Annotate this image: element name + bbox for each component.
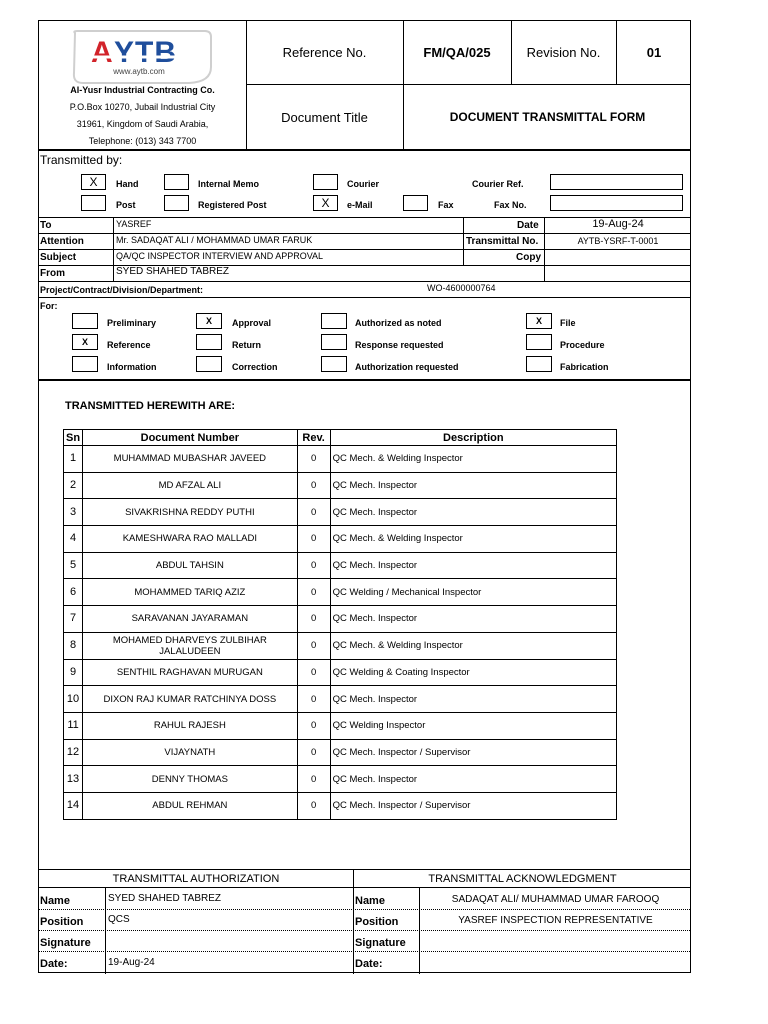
from-label: From <box>40 268 65 279</box>
row-document-number: MUHAMMAD MUBASHAR JAVEED <box>83 446 298 473</box>
auth-signature-label: Signature <box>40 937 91 949</box>
table-row <box>64 792 617 819</box>
table-row <box>64 712 617 739</box>
information-checkbox[interactable] <box>72 356 98 372</box>
auth-date-label: Date: <box>40 958 68 970</box>
row-document-number: MOHAMMED TARIQ AZIZ <box>83 579 298 606</box>
authorized-as-noted-checkbox[interactable] <box>321 313 347 329</box>
auth-position-value: QCS <box>108 914 130 925</box>
fabrication-label: Fabrication <box>560 362 609 372</box>
row-sn: 6 <box>64 579 83 606</box>
row-description: QC Welding & Coating Inspector <box>330 659 616 686</box>
auth-name-value: SYED SHAHED TABREZ <box>108 893 221 904</box>
response-requested-label: Response requested <box>355 340 444 350</box>
row-document-number: SIVAKRISHNA REDDY PUTHI <box>83 499 298 526</box>
row-document-number: RAHUL RAJESH <box>83 712 298 739</box>
column-header-document-number: Document Number <box>83 430 298 446</box>
row-document-number: DIXON RAJ KUMAR RATCHINYA DOSS <box>83 686 298 713</box>
table-row <box>64 766 617 793</box>
file-label: File <box>560 318 576 328</box>
row-description: QC Mech. Inspector <box>330 499 616 526</box>
table-row <box>64 526 617 553</box>
row-description: QC Mech. Inspector <box>330 472 616 499</box>
correction-label: Correction <box>232 362 278 372</box>
company-address-2: 31961, Kingdom of Saudi Arabia, <box>76 119 209 129</box>
row-description: QC Welding / Mechanical Inspector <box>330 579 616 606</box>
row-rev: 0 <box>297 606 330 633</box>
acknowledgment-title: TRANSMITTAL ACKNOWLEDGMENT <box>428 873 617 885</box>
row-rev: 0 <box>297 792 330 819</box>
fax-no-input[interactable] <box>550 195 683 211</box>
row-description: QC Welding Inspector <box>330 712 616 739</box>
hand-label: Hand <box>116 179 139 189</box>
ack-position-label: Position <box>355 916 399 928</box>
row-description: QC Mech. & Welding Inspector <box>330 632 616 659</box>
reference-label: Reference <box>107 340 151 350</box>
return-checkbox[interactable] <box>196 334 222 350</box>
company-address-1: P.O.Box 10270, Jubail Industrial City <box>69 102 216 112</box>
row-sn: 13 <box>64 766 83 793</box>
table-row <box>64 659 617 686</box>
registered-post-label: Registered Post <box>198 200 267 210</box>
date-label: Date <box>517 220 539 231</box>
project-label: Project/Contract/Division/Department: <box>40 285 204 295</box>
row-sn: 14 <box>64 792 83 819</box>
doc-title-value: DOCUMENT TRANSMITTAL FORM <box>449 110 646 124</box>
authorized-as-noted-label: Authorized as noted <box>355 318 442 328</box>
courier-label: Courier <box>347 179 380 189</box>
row-sn: 4 <box>64 526 83 553</box>
transmitted-by-label: Transmitted by: <box>40 153 123 167</box>
attention-label: Attention <box>40 236 84 247</box>
preliminary-checkbox[interactable] <box>72 313 98 329</box>
column-header-rev: Rev. <box>297 430 330 446</box>
row-document-number: VIJAYNATH <box>83 739 298 766</box>
row-description: QC Mech. Inspector <box>330 606 616 633</box>
post-checkbox[interactable] <box>81 195 106 211</box>
documents-table <box>63 429 617 820</box>
row-description: QC Mech. Inspector / Supervisor <box>330 792 616 819</box>
row-rev: 0 <box>297 766 330 793</box>
post-label: Post <box>116 200 136 210</box>
table-row <box>64 686 617 713</box>
row-document-number: ABDUL TAHSIN <box>83 552 298 579</box>
row-rev: 0 <box>297 499 330 526</box>
procedure-checkbox[interactable] <box>526 334 552 350</box>
table-row <box>64 579 617 606</box>
auth-name-label: Name <box>40 895 70 907</box>
row-sn: 11 <box>64 712 83 739</box>
fax-label: Fax <box>438 200 454 210</box>
row-rev: 0 <box>297 712 330 739</box>
courier-checkbox[interactable] <box>313 174 338 190</box>
row-rev: 0 <box>297 632 330 659</box>
company-logo <box>69 27 214 85</box>
row-sn: 3 <box>64 499 83 526</box>
reference-label: Reference No. <box>282 45 367 60</box>
approval-checkbox[interactable]: X <box>196 313 222 329</box>
courier-ref-input[interactable] <box>550 174 683 190</box>
table-row <box>64 739 617 766</box>
row-description: QC Mech. Inspector / Supervisor <box>330 739 616 766</box>
row-document-number: DENNY THOMAS <box>83 766 298 793</box>
fabrication-checkbox[interactable] <box>526 356 552 372</box>
information-label: Information <box>107 362 157 372</box>
table-row <box>64 606 617 633</box>
row-document-number: SENTHIL RAGHAVAN MURUGAN <box>83 659 298 686</box>
row-description: QC Mech. Inspector <box>330 766 616 793</box>
table-row <box>64 446 617 473</box>
revision-value: 01 <box>646 45 662 60</box>
row-description: QC Mech. Inspector <box>330 686 616 713</box>
row-sn: 5 <box>64 552 83 579</box>
row-description: QC Mech. & Welding Inspector <box>330 446 616 473</box>
courier-ref-label: Courier Ref. <box>472 179 524 189</box>
copy-label: Copy <box>516 252 541 263</box>
revision-label: Revision No. <box>526 45 601 60</box>
ack-name-label: Name <box>355 895 385 907</box>
table-row <box>64 499 617 526</box>
ack-signature-label: Signature <box>355 937 406 949</box>
row-sn: 9 <box>64 659 83 686</box>
row-rev: 0 <box>297 552 330 579</box>
preliminary-label: Preliminary <box>107 318 157 328</box>
documents-header-row <box>64 430 617 446</box>
authorization-requested-label: Authorization requested <box>355 362 459 372</box>
ack-name-value: SADAQAT ALI/ MUHAMMAD UMAR FAROOQ <box>451 894 660 905</box>
row-sn: 10 <box>64 686 83 713</box>
auth-position-label: Position <box>40 916 84 928</box>
row-document-number: ABDUL REHMAN <box>83 792 298 819</box>
row-rev: 0 <box>297 446 330 473</box>
fax-no-label: Fax No. <box>494 200 527 210</box>
internal-memo-label: Internal Memo <box>198 179 260 189</box>
row-sn: 12 <box>64 739 83 766</box>
procedure-label: Procedure <box>560 340 605 350</box>
response-requested-checkbox[interactable] <box>321 334 347 350</box>
row-sn: 7 <box>64 606 83 633</box>
project-value: WO-4600000764 <box>427 283 496 293</box>
row-sn: 1 <box>64 446 83 473</box>
row-rev: 0 <box>297 739 330 766</box>
row-rev: 0 <box>297 659 330 686</box>
table-row <box>64 552 617 579</box>
row-rev: 0 <box>297 472 330 499</box>
reference-value: FM/QA/025 <box>423 45 491 60</box>
row-document-number: MD AFZAL ALI <box>83 472 298 499</box>
row-description: QC Mech. Inspector <box>330 552 616 579</box>
transmittal-no-value: AYTB-YSRF-T-0001 <box>577 236 659 246</box>
attention-value: Mr. SADAQAT ALI / MOHAMMAD UMAR FARUK <box>116 235 313 245</box>
row-description: QC Mech. & Welding Inspector <box>330 526 616 553</box>
company-telephone: Telephone: (013) 343 7700 <box>88 136 197 146</box>
transmittal-no-label: Transmittal No. <box>466 236 539 247</box>
row-rev: 0 <box>297 579 330 606</box>
approval-label: Approval <box>232 318 272 328</box>
table-row <box>64 632 617 659</box>
subject-value: QA/QC INSPECTOR INTERVIEW AND APPROVAL <box>116 251 324 261</box>
row-document-number: SARAVANAN JAYARAMAN <box>83 606 298 633</box>
column-header-description: Description <box>330 430 616 446</box>
authorization-requested-checkbox[interactable] <box>321 356 347 372</box>
internal-memo-checkbox[interactable] <box>164 174 189 190</box>
row-sn: 2 <box>64 472 83 499</box>
row-document-number: KAMESHWARA RAO MALLADI <box>83 526 298 553</box>
auth-date-value: 19-Aug-24 <box>108 957 155 968</box>
table-row <box>64 472 617 499</box>
transmittal-form <box>38 20 691 973</box>
column-header-sn: Sn <box>64 430 83 446</box>
reference-checkbox[interactable]: X <box>72 334 98 350</box>
hand-checkbox[interactable]: X <box>81 174 106 190</box>
for-label: For: <box>40 301 58 311</box>
svg-text:YTB: YTB <box>114 36 177 69</box>
file-checkbox[interactable]: X <box>526 313 552 329</box>
doc-title-label: Document Title <box>281 110 368 125</box>
ack-date-label: Date: <box>355 958 383 970</box>
to-value: YASREF <box>116 219 152 229</box>
email-checkbox[interactable]: X <box>313 195 338 211</box>
row-rev: 0 <box>297 526 330 553</box>
row-document-number: MOHAMED DHARVEYS ZULBIHAR JALALUDEEN <box>83 632 298 659</box>
to-label: To <box>40 220 52 231</box>
logo-url: www.aytb.com <box>113 67 165 76</box>
from-value: SYED SHAHED TABREZ <box>116 266 229 277</box>
svg-text:A: A <box>91 36 114 69</box>
date-value: 19-Aug-24 <box>592 218 644 230</box>
company-name: Al-Yusr Industrial Contracting Co. <box>70 85 215 95</box>
return-label: Return <box>232 340 261 350</box>
email-label: e-Mail <box>347 200 373 210</box>
row-rev: 0 <box>297 686 330 713</box>
row-sn: 8 <box>64 632 83 659</box>
fax-checkbox[interactable] <box>403 195 428 211</box>
authorization-title: TRANSMITTAL AUTHORIZATION <box>112 873 280 885</box>
registered-post-checkbox[interactable] <box>164 195 189 211</box>
ack-position-value: YASREF INSPECTION REPRESENTATIVE <box>458 915 653 926</box>
documents-heading: TRANSMITTED HEREWITH ARE: <box>65 400 236 412</box>
correction-checkbox[interactable] <box>196 356 222 372</box>
subject-label: Subject <box>40 252 77 263</box>
